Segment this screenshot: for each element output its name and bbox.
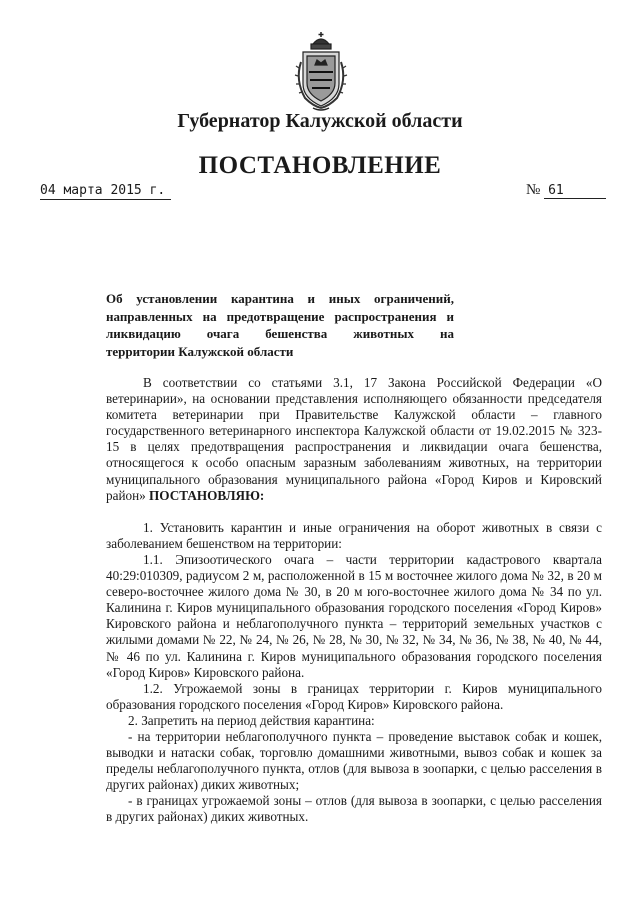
subject-line: территории Калужской области [106, 343, 294, 359]
preamble-paragraph [106, 375, 602, 504]
item-2-b: - в границах угрожаемой зоны – отлов (для вывоза в зоопарки, с целью расселения в других районах) диких животных. [106, 793, 602, 825]
issuer-title: Губернатор Калужской области [177, 110, 463, 132]
document-type-heading: ПОСТАНОВЛЕНИЕ [198, 152, 442, 179]
item-1-2: 1.2. Угрожаемой зоны в границах территории г. Киров муниципального образования городского поселения «Город Киров» Кировского района. [106, 680, 602, 712]
document-body [106, 375, 602, 826]
preamble-text: В соответствии со статьями 3.1, 17 Закона Российской Федерации «О ветеринарии», на основании представления исполняющего обязанности председателя комитета ветеринарии при Правительстве Калужской области – главного государственного ветеринарного инспектора Калужской области от 19.02.2015 № 323-15 в целях предотвращения распространения и ликвидации очага бешенства, относящегося к особо опасным заразным заболеваниям животных, на территории муниципального образования муниципального района «Город Киров и Кировский район» [106, 375, 602, 503]
item-1: 1. Установить карантин и иные ограничения на оборот животных в связи с заболеванием бешенством на территории: [106, 519, 602, 551]
item-1-1: 1.1. Эпизоотического очага – части территории кадастрового квартала 40:29:010309, радиусом 2 м, расположенной в 15 м восточнее жилого дома № 32, в 20 м северо-восточнее жилого дома № 30, в 20 м юго-восточнее жилого дома № 34 по ул. Калинина г. Киров муниципального образования городского поселения «Город Киров» Кировского района и неблагополучного пункта – территорий земельных участков с жилыми домами № 22, № 24, № 26, № 28, № 30, № 32, № 34, № 36, № 38, № 40, № 44, № 46 по ул. Калинина г. Киров муниципального образования городского поселения «Город Киров» Кировского района. [106, 551, 602, 680]
coat-of-arms-emblem [293, 32, 349, 112]
decree-word: ПОСТАНОВЛЯЮ: [149, 487, 265, 503]
subject-line: направленных на предотвращение распространения и [106, 308, 454, 324]
item-2: 2. Запретить на период действия карантина: [128, 712, 375, 728]
subject-line: ликвидацию очага бешенства животных на [106, 326, 454, 341]
document-date: 04 марта 2015 г. [40, 183, 171, 200]
number-value: 61 [544, 183, 606, 199]
item-2-a: - на территории неблагополучного пункта – проведение выставок собак и кошек, выводки и натаски собак, торговлю домашними животными, вывоз собак и кошек за пределы неблагополучного пункта, отлов (для вывоза в зоопарки, с целью расселения в других районах) диких животных; [106, 728, 602, 793]
document-number [526, 182, 606, 199]
subject-heading [106, 290, 454, 360]
subject-line: Об установлении карантина и иных ограничений, [106, 291, 454, 306]
number-sign: № [526, 182, 541, 198]
